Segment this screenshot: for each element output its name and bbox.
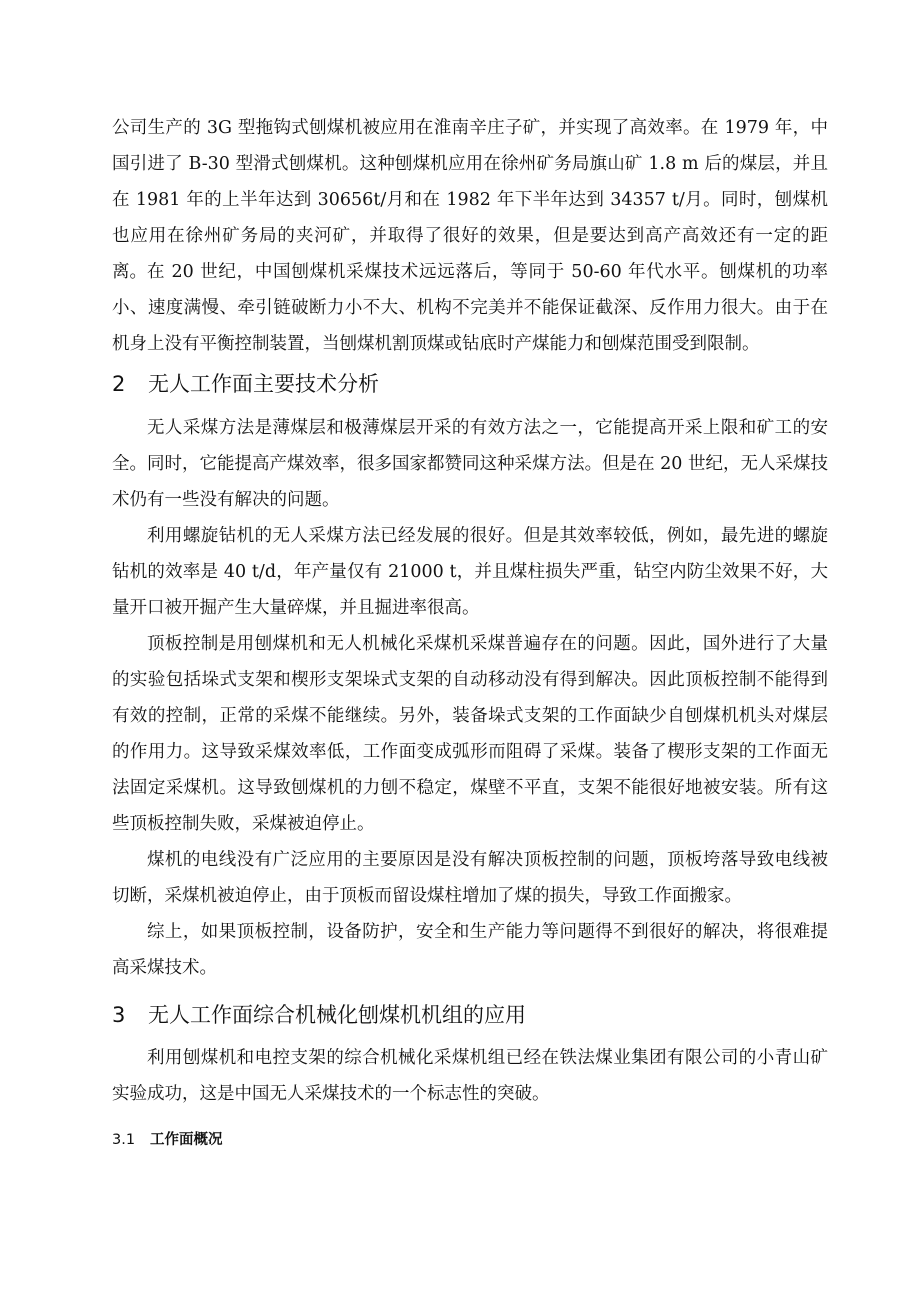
paragraph-summary: 综上，如果顶板控制，设备防护，安全和生产能力等问题得不到很好的解决，将很难提高采煤技术。 — [112, 922, 828, 978]
section-heading-3 — [112, 997, 828, 1033]
paragraph-roof-control: 顶板控制是用刨煤机和无人机械化采煤机采煤普遍存在的问题。因此，国外进行了大量的实验包括垛式支架和楔形支架垛式支架的自动移动没有得到解决。因此顶板控制不能得到有效的控制，正常的采煤不能继续。另外，装备垛式支架的工作面缺少自刨煤机机头对煤层的作用力。这导致采煤效率低，工作面变成弧形而阻碍了采煤。装备了楔形支架的工作面无法固定采煤机。这导致刨煤机的力刨不稳定，煤壁不平直，支架不能很好地被安装。所有这些顶板控制失败，采煤被迫停止。 — [112, 634, 828, 834]
section-number: 3 — [112, 1003, 126, 1027]
subsection-heading-3-1 — [112, 1128, 828, 1152]
paragraph-auger-drill: 利用螺旋钻机的无人采煤方法已经发展的很好。但是其效率较低，例如，最先进的螺旋钻机的效率是 40 t/d，年产量仅有 21000 t，并且煤柱损失严重，钻空内防尘效果不好，大量开口被开掘产生大量碎煤，并且掘进率很高。 — [112, 526, 828, 618]
section-title: 无人工作面主要技术分析 — [148, 372, 379, 396]
section-number: 2 — [112, 372, 126, 396]
subsection-title: 工作面概况 — [150, 1132, 223, 1148]
paragraph-planer-history: 公司生产的 3G 型拖钩式刨煤机被应用在淮南辛庄子矿，并实现了高效率。在 1979 年，中国引进了 B-30 型滑式刨煤机。这种刨煤机应用在徐州矿务局旗山矿 1.8 m 后的煤层，并且在 1981 年的上半年达到 30656t/月和在 1982 年下半年达到 34357 t/月。同时，刨煤机也应用在徐州矿务局的夹河矿，并取得了很好的效果，但是要达到高产高效还有一定的距离。 — [112, 118, 828, 282]
paragraph-20th-century-status: 在 20 世纪，中国刨煤机采煤技术远远落后，等同于 50-60 年代水平。刨煤机的功率小、速度满慢、牵引链破断力小不大、机构不完美并不能保证截深、反作用力很大。由于在机身上没有平衡控制装置，当刨煤机割顶煤或钻底时产煤能力和刨煤范围受到限制。 — [112, 262, 828, 354]
section-heading-2 — [112, 366, 828, 402]
section-title: 无人工作面综合机械化刨煤机机组的应用 — [148, 1003, 526, 1027]
paragraph-cable-issue: 煤机的电线没有广泛应用的主要原因是没有解决顶板控制的问题，顶板垮落导致电线被切断，采煤机被迫停止，由于顶板而留设煤柱增加了煤的损失，导致工作面搬家。 — [112, 850, 828, 906]
paragraph-xiaoqingshan-success: 利用刨煤机和电控支架的综合机械化采煤机组已经在铁法煤业集团有限公司的小青山矿实验成功，这是中国无人采煤技术的一个标志性的突破。 — [112, 1048, 828, 1104]
paragraph-unmanned-mining-method: 无人采煤方法是薄煤层和极薄煤层开采的有效方法之一，它能提高开采上限和矿工的安全。同时，它能提高产煤效率，很多国家都赞同这种采煤方法。但是在 20 世纪，无人采煤技术仍有一些没有解决的问题。 — [112, 418, 828, 510]
subsection-number: 3.1 — [112, 1132, 136, 1148]
